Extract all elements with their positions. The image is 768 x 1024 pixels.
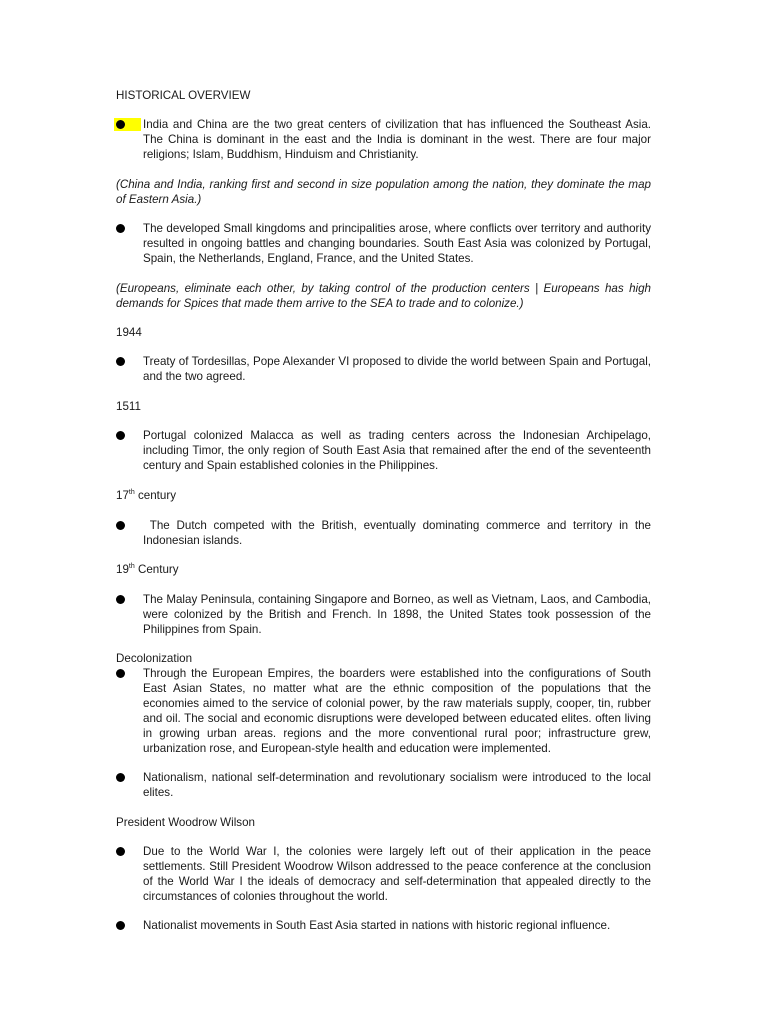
list-item-text: Through the European Empires, the boarders were established into the configurations of South East Asian States, no matter what are the ethnic composition of the populations that the economies aimed to the service of colonial power, by the raw materials supply, cooper, tin, rubber and oil. The social and economic disruptions were developed between educated elites. often living in growing urban areas. regions and the more conventional rural poor; infrastructure grew, urbanization rose, and European-style health and education were implemented. (143, 667, 651, 755)
bullet-icon (116, 669, 125, 678)
list-item (116, 518, 655, 548)
bullet-icon (116, 921, 125, 930)
list-item-text: Due to the World War I, the colonies were largely left out of their application in the peace settlements. Still President Woodrow Wilson addressed to the peace conference at the conclusion of the World War I the ideals of democracy and self-determination that appealed directly to the circumstances of colonies throughout the world. (143, 845, 651, 903)
list-item (116, 428, 651, 473)
list-item (116, 221, 651, 266)
list-item-text: Nationalism, national self-determination and revolutionary socialism were introduced to the local elites. (143, 771, 651, 799)
bullet-icon (116, 595, 125, 604)
heading-word: century (134, 489, 176, 502)
section-heading: President Woodrow Wilson (116, 816, 255, 829)
heading-superscript: th (128, 489, 135, 497)
section-heading: 1944 (116, 326, 142, 339)
bullet-icon (116, 224, 125, 233)
list-item (116, 770, 651, 800)
list-item (116, 354, 651, 384)
list-item-text: The developed Small kingdoms and principalities arose, where conflicts over territory and authority resulted in ongoing battles and changing boundaries. South East Asia was colonized by Portugal, Spain, the Netherlands, England, France, and the United States. (143, 222, 651, 265)
section-heading: Decolonization (116, 652, 193, 665)
section-heading (116, 488, 656, 503)
highlight-mark (114, 118, 141, 131)
heading-word: Century (134, 563, 179, 576)
section-heading (116, 562, 656, 577)
bullet-icon (116, 357, 125, 366)
list-item (116, 666, 651, 756)
heading-number: 19 (116, 563, 129, 576)
list-item-text: The Malay Peninsula, containing Singapore and Borneo, as well as Vietnam, Laos, and Cambodia, were colonized by the British and French. In 1898, the United States took possession of the Philippines from Spain. (143, 593, 651, 636)
list-item-text: Nationalist movements in South East Asia started in nations with historic regional influence. (143, 919, 611, 932)
list-item-text: Treaty of Tordesillas, Pope Alexander VI proposed to divide the world between Spain and Portugal, and the two agreed. (143, 355, 651, 383)
page-title: HISTORICAL OVERVIEW (116, 89, 251, 102)
bullet-icon (116, 847, 125, 856)
list-item-text: India and China are the two great centers of civilization that has influenced the Southeast Asia. The China is dominant in the east and the India is dominant in the west. There are four major religions; Islam, Buddhism, Hinduism and Christianity. (143, 118, 651, 161)
bullet-icon (116, 521, 125, 530)
list-item (116, 844, 651, 904)
bullet-icon (116, 431, 125, 440)
note-paragraph: (Europeans, eliminate each other, by taking control of the production centers | Europeans has high demands for Spices that made them arrive to the SEA to trade and to colonize.) (116, 282, 651, 310)
list-item (116, 592, 651, 637)
list-item-text: Portugal colonized Malacca as well as trading centers across the Indonesian Archipelago, including Timor, the only region of South East Asia that remained after the end of the seventeenth century and Spain established colonies in the Philippines. (143, 429, 651, 472)
bullet-icon (116, 120, 125, 129)
bullet-icon (116, 773, 125, 782)
section-heading: 1511 (116, 400, 141, 413)
note-paragraph: (China and India, ranking first and second in size population among the nation, they dominate the map of Eastern Asia.) (116, 178, 651, 206)
heading-superscript: th (128, 563, 135, 571)
list-item (116, 918, 651, 933)
list-item-text: The Dutch competed with the British, eventually dominating commerce and territory in the Indonesian islands. (143, 519, 655, 547)
list-item (116, 117, 651, 162)
heading-number: 17 (116, 489, 129, 502)
